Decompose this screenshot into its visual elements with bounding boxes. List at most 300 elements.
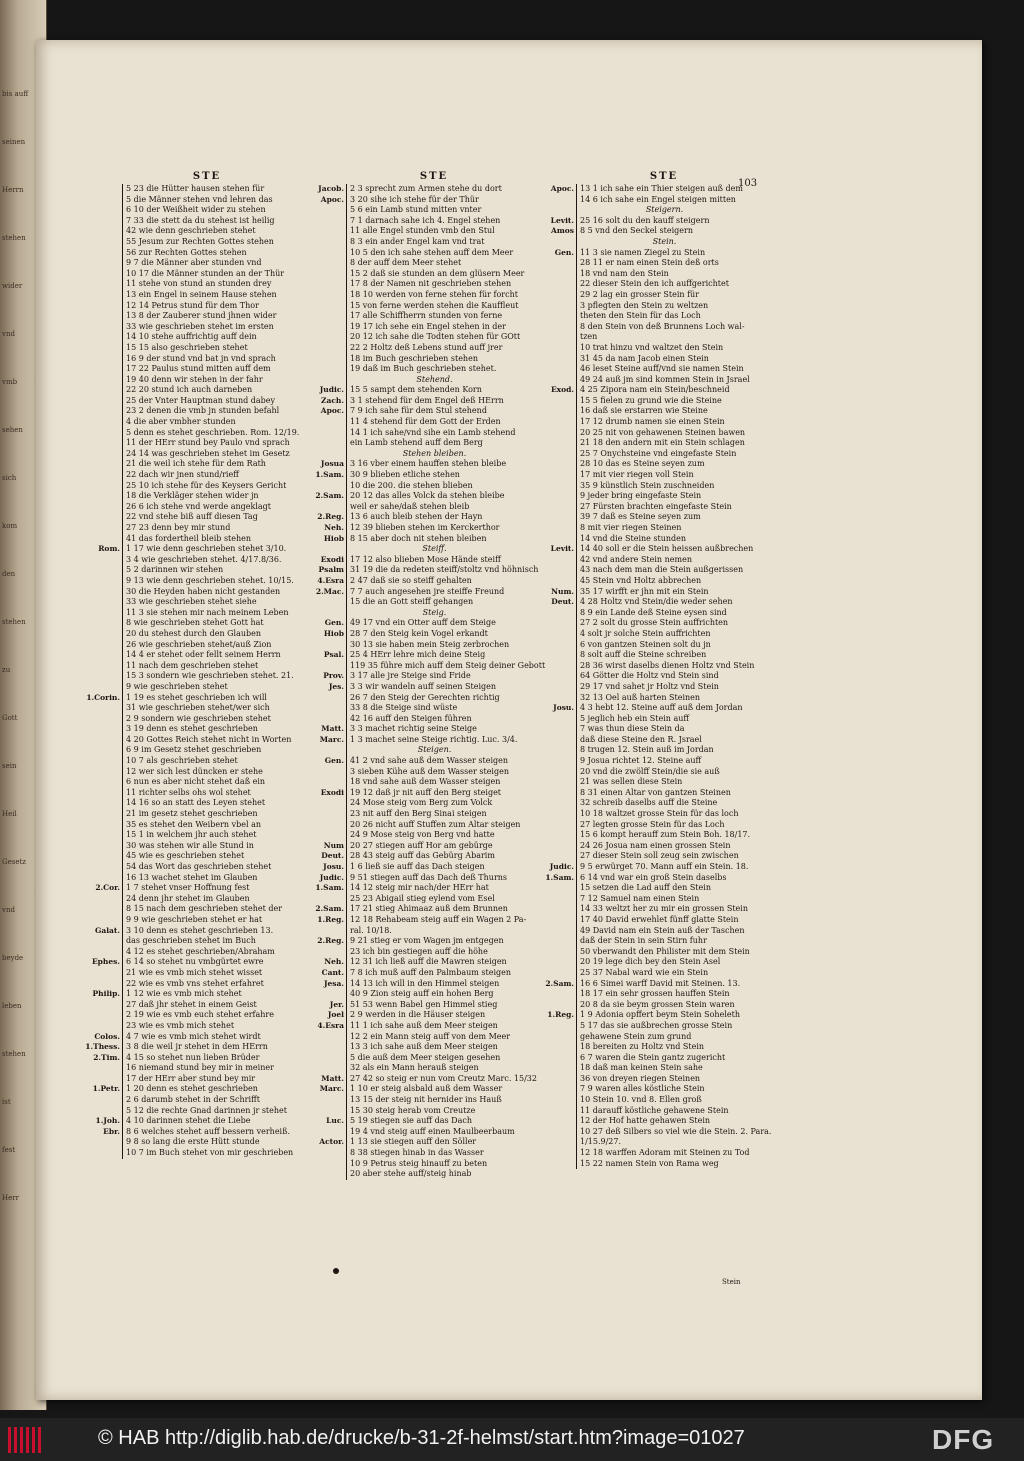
entry-text: 19 40 denn wir stehen in der fahr (126, 374, 263, 384)
index-entry (347, 926, 522, 937)
index-entry (577, 481, 752, 492)
index-entry (123, 608, 292, 619)
book-abbreviation: 1.Sam. (315, 470, 344, 480)
index-entry (123, 862, 292, 873)
entry-text: 17 alle Schiffherrn stunden von ferne (350, 311, 503, 321)
index-entry (323, 650, 522, 661)
index-entry (123, 1063, 292, 1074)
entry-text: 17 22 Paulus stund mitten auff dem (126, 364, 271, 374)
index-entry (347, 894, 522, 905)
index-entry (550, 215, 752, 227)
left-page-fragment: Gesetz (2, 858, 26, 866)
entry-text: 21 18 den andern mit ein Stein schlagen (580, 438, 745, 448)
book-abbreviation: Apoc. (320, 406, 344, 416)
index-entry (92, 1084, 292, 1095)
entry-text: 45 Stein vnd Holtz abbrechen (580, 575, 702, 585)
entry-text: 8 6 welches stehet auff bessern verheiß. (126, 1126, 290, 1136)
index-entry (123, 216, 292, 227)
entry-text: 8 mit vier riegen Steinen (580, 523, 682, 532)
footer-url-text[interactable]: © HAB http://diglib.hab.de/drucke/b-31-2f-helmst/start.htm?image=01027 (98, 1427, 745, 1449)
index-entry (123, 237, 292, 248)
entry-text: 29 2 lag ein grosser Stein für (580, 289, 700, 299)
index-entry (577, 693, 752, 704)
index-entry (123, 904, 292, 915)
left-page-fragment: beyde (2, 954, 24, 962)
index-entry (321, 967, 522, 979)
index-entry (577, 830, 752, 841)
entry-text: 15 1 in welchem jhr auch stehet (126, 830, 257, 840)
entry-text: 2 19 wie es vmb euch stehet erfahre (126, 1010, 274, 1020)
book-abbreviation: Gen. (324, 756, 344, 766)
entry-text: 8 solt auff die Steine schreiben (580, 650, 707, 660)
book-abbreviation: Galat. (94, 925, 120, 935)
index-entry (320, 459, 522, 470)
book-abbreviation: Num. (551, 586, 574, 596)
entry-text: 3 pflegten den Stein zu weltzen (580, 300, 709, 310)
entry-text: 5 23 die Hütter hausen stehen für (126, 184, 265, 193)
index-entry (577, 512, 752, 523)
entry-text: 3 10 denn es stehet geschrieben 13. (126, 925, 274, 935)
index-entry (123, 788, 292, 799)
entry-text: 28 11 er nam einen Stein deß orts (580, 258, 719, 268)
index-entry (123, 830, 292, 841)
index-entry (550, 385, 752, 396)
entry-text: 11 1 ich sahe auß dem Meer steigen (350, 1020, 498, 1030)
entry-text: 50 vberwandt den Philister mit dem Stein (580, 946, 750, 956)
index-entry (347, 428, 522, 439)
entry-text: 1 7 stehet vnser Hoffnung fest (126, 883, 250, 893)
index-entry (320, 787, 522, 799)
entry-text: 18 17 ein sehr grossen hauffen Stein (580, 989, 730, 999)
index-entry (318, 184, 522, 195)
entry-text: 27 42 so steig er nun vom Creutz Marc. 15/32 (350, 1073, 537, 1083)
book-abbreviation: Neh. (324, 957, 344, 967)
index-entry (347, 237, 522, 248)
entry-text: 15 setzen die Lad auff den Stein (580, 883, 711, 893)
index-entry (577, 491, 752, 502)
index-entry (347, 767, 522, 778)
index-entry (317, 914, 527, 926)
entry-text: 15 5 sampt dem stehenden Korn (350, 385, 482, 395)
book-abbreviation: Gen. (554, 247, 574, 257)
entry-text: 22 wie es vmb vns stehet erfahret (126, 978, 264, 988)
index-entry (123, 184, 292, 195)
index-entry (577, 629, 752, 640)
book-abbreviation: 1.Thess. (85, 1042, 120, 1052)
index-entry (577, 915, 752, 926)
index-entry (577, 332, 752, 343)
entry-text: 33 8 die Steige sind wüste (350, 703, 458, 713)
left-page-fragment: stehen (2, 1050, 26, 1058)
entry-text: 14 10 stehe auffrichtig auff dein (126, 332, 257, 342)
book-abbreviation: Ebr. (103, 1126, 120, 1136)
left-page-fragment: stehen (2, 234, 26, 242)
book-abbreviation: Jacob. (318, 184, 344, 193)
entry-text: 3 1 stehend für dem Engel deß HErrn (350, 395, 504, 405)
entry-text: daß der Stein in sein Stirn fuhr (580, 936, 707, 946)
book-abbreviation: Luc. (326, 1116, 344, 1126)
entry-text: 19 4 vnd steig auff einen Maulbeerbaum (350, 1126, 515, 1136)
entry-text: 7 9 waren alles köstliche Stein (580, 1084, 705, 1094)
entry-text: 6 9 im Gesetz stehet geschrieben (126, 745, 262, 755)
entry-text: 20 du stehest durch den Glauben (126, 628, 262, 638)
entry-text: 8 trugen 12. Stein auß im Jordan (580, 745, 714, 755)
entry-text: 31 wie geschrieben stehet/wer sich (126, 703, 270, 713)
entry-text: 22 2 Holtz deß Lebens stund auff jrer (350, 342, 503, 352)
entry-text: 4 solt jr solche Stein auffrichten (580, 628, 711, 638)
index-entry (347, 417, 522, 428)
index-entry (577, 428, 752, 439)
entry-text: 11 der HErr stund bey Paulo vnd sprach (126, 438, 290, 448)
column-body (85, 184, 300, 1159)
entry-text: 10 7 im Buch stehet von mir geschrieben (126, 1148, 294, 1158)
book-abbreviation: Exodi (320, 554, 344, 564)
index-entry (577, 301, 752, 312)
entry-text: 49 24 auß jm sind kommen Stein in Jsrael (580, 374, 750, 384)
entry-text: 6 10 der Weißheit wider zu stehen (126, 205, 266, 215)
entry-text: 7 33 die stett da du stehest ist heilig (126, 215, 275, 225)
entry-text: 39 7 daß es Steine seyen zum (580, 512, 701, 522)
entry-text: 17 21 stieg Ahimaaz auß dem Brunnen (350, 904, 508, 914)
footer-bar (0, 1418, 1024, 1461)
entry-text: 8 15 nach dem geschrieben stehet der (126, 904, 283, 914)
index-entry (315, 904, 522, 915)
entry-text: 15 die an Gott steiff gehangen (350, 597, 474, 607)
entry-text: 4 12 es stehet geschrieben/Abraham (126, 946, 275, 956)
entry-text: 6 nun es aber nicht stehet daß ein (126, 777, 266, 787)
index-entry (123, 354, 292, 365)
entry-text: 45 wie es geschrieben stehet (126, 851, 245, 861)
index-entry (347, 947, 522, 958)
index-entry (319, 872, 522, 884)
index-entry (323, 862, 522, 873)
entry-text: 25 23 Abigail stieg eylend vom Esel (350, 893, 495, 903)
book-abbreviation: Psal. (323, 650, 344, 660)
entry-text: 1/15.9/27. (580, 1137, 622, 1147)
entry-text: 13 8 der Zauberer stund jhnen wider (126, 311, 277, 321)
book-abbreviation: Prov. (323, 671, 344, 681)
entry-text: 18 daß man keinen Stein sahe (580, 1063, 703, 1073)
index-entry (347, 777, 522, 788)
index-entry (319, 734, 522, 746)
index-entry (123, 936, 292, 947)
index-entry (315, 883, 522, 894)
index-entry (347, 1127, 522, 1138)
book-abbreviation: Hiob (323, 628, 344, 638)
entry-text: 46 leset Steine auff/vnd sie namen Stein (580, 364, 744, 374)
entry-text: 27 23 denn bey mir stund (126, 523, 231, 532)
book-abbreviation: Joel (327, 1010, 344, 1020)
entry-text: 6 14 so stehet nu vmbgürtet ewre (126, 957, 264, 967)
index-entry (123, 396, 292, 407)
entry-text: 27 Fürsten brachten eingefaste Stein (580, 501, 732, 511)
left-page-fragment: zu (2, 666, 11, 674)
hab-barcode-logo-icon (8, 1427, 42, 1453)
index-entry (577, 947, 752, 958)
index-entry (577, 682, 752, 693)
entry-text: 10 18 waltzet grosse Stein für das loch (580, 809, 739, 819)
entry-text: 20 19 lege dich bey den Stein Asel (580, 957, 721, 967)
index-entry (123, 555, 292, 566)
index-entry (123, 195, 292, 206)
entry-text: 51 53 wenn Babel gen Himmel stieg (350, 999, 498, 1009)
index-entry (347, 354, 522, 365)
entry-text: 1 3 machet seine Steige richtig. Luc. 3/4. (350, 734, 518, 744)
entry-text: 3 4 wie geschrieben stehet. 4/17.8/36. (126, 554, 282, 564)
entry-text: 20 aber stehe auff/steig hinab (350, 1169, 472, 1179)
entry-text: 12 wer sich lest düncken er stehe (126, 766, 263, 776)
entry-text: 7 1 darnach sahe ich 4. Engel stehen (350, 215, 501, 225)
index-entry (577, 279, 752, 290)
index-entry (347, 311, 522, 322)
book-abbreviation: Rom. (98, 544, 120, 554)
catchword: Stein (722, 1278, 741, 1286)
left-page-fragment: Gott (2, 714, 18, 722)
entry-text: 9 21 stieg er vom Wagen jm entgegen (350, 936, 504, 946)
entry-text: 23 ich bin gestiegen auff die höhe (350, 946, 488, 956)
index-entry (577, 957, 752, 968)
book-abbreviation: Matt. (321, 1073, 344, 1083)
book-abbreviation: 1.Joh. (95, 1116, 120, 1126)
index-entry (315, 491, 522, 502)
entry-text: 23 wie es vmb mich stehet (126, 1020, 235, 1030)
index-entry (577, 1095, 752, 1106)
book-abbreviation: Marc. (319, 1084, 344, 1094)
index-entry (123, 1137, 292, 1148)
book-abbreviation: Jesa. (323, 978, 344, 988)
left-page-fragment: den (2, 570, 16, 578)
column-body (315, 184, 546, 1180)
index-entry (577, 1106, 752, 1117)
index-entry (577, 851, 752, 862)
index-entry (577, 555, 752, 566)
entry-text: 9 Josua richtet 12. Steine auff (580, 756, 702, 766)
entry-text: 4 28 Holtz vnd Stein/die weder sehen (580, 597, 733, 607)
entry-text: 20 25 nit von gehawenen Steinen bawen (580, 427, 746, 437)
book-abbreviation: Marc. (319, 734, 344, 744)
index-entry (577, 195, 752, 206)
left-page-fragment: bis auff (2, 90, 29, 98)
entry-text: 26 wie geschrieben stehet/auß Zion (126, 639, 272, 649)
index-entry (547, 1010, 752, 1021)
book-abbreviation: Judic. (319, 872, 344, 882)
entry-text: 17 12 drumb namen sie einen Stein (580, 417, 725, 427)
index-entry (347, 1159, 522, 1170)
book-abbreviation: Num (323, 840, 344, 850)
entry-text: 25 7 Onychsteine vnd eingefaste Stein (580, 448, 737, 458)
index-entry (577, 364, 752, 375)
entry-text: 28 43 steig auff das Gebürg Abarim (350, 851, 495, 861)
entry-text: 21 wie es vmb mich stehet wisset (126, 967, 263, 977)
index-entry (577, 777, 752, 788)
entry-text: Steigern. (645, 205, 684, 215)
index-entry (123, 650, 292, 661)
index-entry (123, 491, 292, 502)
index-entry (123, 364, 292, 375)
entry-text: 27 legten grosse Stein für das Loch (580, 819, 725, 829)
index-entry (551, 586, 752, 598)
entry-text: 18 vnd nam den Stein (580, 268, 669, 278)
entry-text: 18 die Verkläger stehen wider jn (126, 491, 259, 501)
book-abbreviation: 2.Mac. (315, 586, 344, 596)
index-entry (323, 533, 522, 545)
entry-heading (577, 237, 752, 248)
book-abbreviation: Exod. (550, 385, 574, 395)
entry-text: 14 40 soll er die Stein heissen außbrechen (580, 544, 754, 554)
entry-text: 14 16 so an statt des Leyen stehet (126, 798, 266, 808)
index-entry (577, 459, 752, 470)
entry-text: 11 alle Engel stunden vmb den Stul (350, 226, 495, 236)
entry-text: 8 38 stiegen hinab in das Wasser (350, 1148, 484, 1158)
index-entry (123, 534, 292, 545)
entry-text: 31 45 da nam Jacob einen Stein (580, 353, 709, 363)
entry-text: 13 15 der steig nit hernider ins Hauß (350, 1095, 502, 1105)
entry-text: 35 es stehet den Weibern vbel an (126, 819, 261, 829)
index-entry (123, 703, 292, 714)
index-entry (123, 640, 292, 651)
entry-text: 18 im Buch geschrieben stehen (350, 353, 478, 363)
index-entry (577, 534, 752, 545)
page-number: 103 (738, 178, 758, 189)
index-entry (577, 671, 752, 682)
index-entry (577, 809, 752, 820)
index-entry (347, 1032, 522, 1043)
entry-text: 16 daß sie erstarren wie Steine (580, 406, 708, 416)
index-entry (123, 661, 292, 672)
index-entry (123, 1106, 292, 1117)
index-entry (577, 841, 752, 852)
entry-text: 1 19 es stehet geschrieben ich will (126, 692, 267, 702)
entry-text: 9 7 die Männer aber stunden vnd (126, 258, 262, 268)
entry-text: 22 dieser Stein den ich auffgerichtet (580, 279, 729, 289)
entry-text: 25 37 Nabal ward wie ein Stein (580, 967, 709, 977)
book-abbreviation: Cant. (321, 967, 344, 977)
entry-text: 17 mit vier riegen voll Stein (580, 470, 694, 480)
index-entry (123, 968, 292, 979)
entry-text: 22 20 stund ich auch darneben (126, 385, 253, 395)
index-entry (123, 417, 292, 428)
index-entry (123, 629, 292, 640)
left-page-fragment: wider (2, 282, 23, 290)
entry-text: 15 6 kompt herauff zum Stein Boh. 18/17. (580, 830, 751, 840)
index-entry (577, 417, 752, 428)
index-entry (320, 194, 522, 206)
index-entry (123, 269, 292, 280)
entry-text: 2 9 werden in die Häuser steigen (350, 1010, 486, 1020)
column-1 (85, 170, 300, 1159)
index-entry (123, 438, 292, 449)
entry-text: 5 2 darinnen wir stehen (126, 565, 224, 575)
index-entry (328, 681, 522, 693)
entry-text: 4 die aber vmbher stunden (126, 417, 236, 427)
index-entry (323, 628, 522, 640)
column-body (545, 184, 772, 1169)
book-abbreviation: Psalm (318, 565, 344, 575)
index-entry (347, 258, 522, 269)
entry-text: 2 9 sondern wie geschrieben stehet (126, 713, 271, 723)
entry-text: 30 13 sie haben mein Steig zerbrochen (350, 639, 510, 649)
entry-text: 17 12 also blieben Mose Hände steiff (350, 554, 501, 564)
index-entry (577, 767, 752, 778)
entry-text: 12 31 ich ließ auff die Mawren steigen (350, 957, 507, 967)
entry-text: 14 vnd die Steine stunden (580, 533, 687, 543)
index-entry (123, 279, 292, 290)
index-entry (123, 1148, 292, 1159)
index-entry (577, 735, 752, 746)
ink-dot (333, 1268, 339, 1274)
index-entry (347, 1169, 522, 1180)
entry-text: 7 8 ich muß auff den Palmbaum steigen (350, 967, 512, 977)
entry-text: 9 9 wie geschrieben stehet er hat (126, 914, 263, 924)
column-header: STE (419, 171, 449, 182)
index-entry (317, 936, 522, 947)
book-abbreviation: 4.Esra (317, 1020, 344, 1030)
entry-text: 16 13 wachet stehet im Glauben (126, 872, 258, 882)
entry-text: 6 von gantzen Steinen solt du jn (580, 639, 711, 649)
index-entry (123, 597, 292, 608)
entry-text: weil er sahe/daß stehen bleib (350, 501, 470, 511)
entry-text: 24 26 Josua nam einen grossen Stein (580, 840, 731, 850)
book-abbreviation: 2.Reg. (317, 512, 344, 522)
book-abbreviation: Levit. (550, 215, 574, 225)
entry-text: 5 die Männer stehen vnd lehren das (126, 194, 273, 204)
index-entry (347, 820, 522, 831)
index-entry (123, 512, 292, 523)
entry-text: 9 wie geschrieben stehet (126, 681, 228, 691)
entry-text: 12 18 warffen Adoram mit Steinen zu Tod (580, 1148, 750, 1158)
entry-text: gehawene Stein zum grund (580, 1031, 692, 1041)
index-entry (123, 1074, 292, 1085)
index-entry (347, 438, 522, 449)
index-entry (123, 481, 292, 492)
entry-text: 19 17 ich sehe ein Engel stehen in der (350, 321, 506, 331)
index-entry (577, 449, 752, 460)
entry-text: 8 den Stein von deß Brunnens Loch wal- (580, 321, 745, 331)
index-entry (317, 575, 522, 587)
book-abbreviation: 1.Petr. (92, 1084, 120, 1094)
entry-text: 13 ein Engel in seinem Hause stehen (126, 289, 277, 299)
index-entry (577, 290, 752, 301)
index-entry (123, 1000, 292, 1011)
index-entry (577, 756, 752, 767)
entry-text: 27 daß jhr stehet in einem Geist (126, 999, 257, 1009)
index-entry (123, 841, 292, 852)
entry-text: 13 6 auch bleib stehen der Hayn (350, 512, 483, 522)
book-abbreviation: Jes. (328, 681, 344, 691)
book-abbreviation: 4.Esra (317, 575, 344, 585)
entry-text: 5 denn es stehet geschrieben. Rom. 12/19. (126, 427, 300, 437)
entry-heading (347, 544, 522, 555)
left-page-fragment: leben (2, 1002, 22, 1010)
entry-text: 25 10 ich stehe für des Keysers Gericht (126, 480, 287, 490)
entry-text: 17 der HErr aber stund bey mir (126, 1073, 256, 1083)
index-entry (347, 640, 522, 651)
index-entry (319, 1137, 522, 1148)
index-entry (347, 205, 522, 216)
index-entry (123, 470, 292, 481)
entry-text: 6 7 waren die Stein gantz zugericht (580, 1052, 726, 1062)
entry-text: 12 39 blieben stehen im Kerckerthor (350, 523, 500, 532)
index-entry (577, 322, 752, 333)
index-entry (577, 608, 752, 619)
index-entry (329, 999, 522, 1011)
entry-text: 16 niemand stund bey mir in meiner (126, 1063, 274, 1073)
entry-text: 22 vnd stehe biß auff diesen Tag (126, 512, 258, 522)
entry-text: 25 16 solt du den kauff steigern (580, 215, 710, 225)
left-page-fragment: ist (2, 1098, 11, 1106)
entry-text: 8 9 ein Lande deß Steine eysen sind (580, 607, 727, 617)
entry-text: 5 6 ein Lamb stund mitten vnter (350, 205, 482, 215)
